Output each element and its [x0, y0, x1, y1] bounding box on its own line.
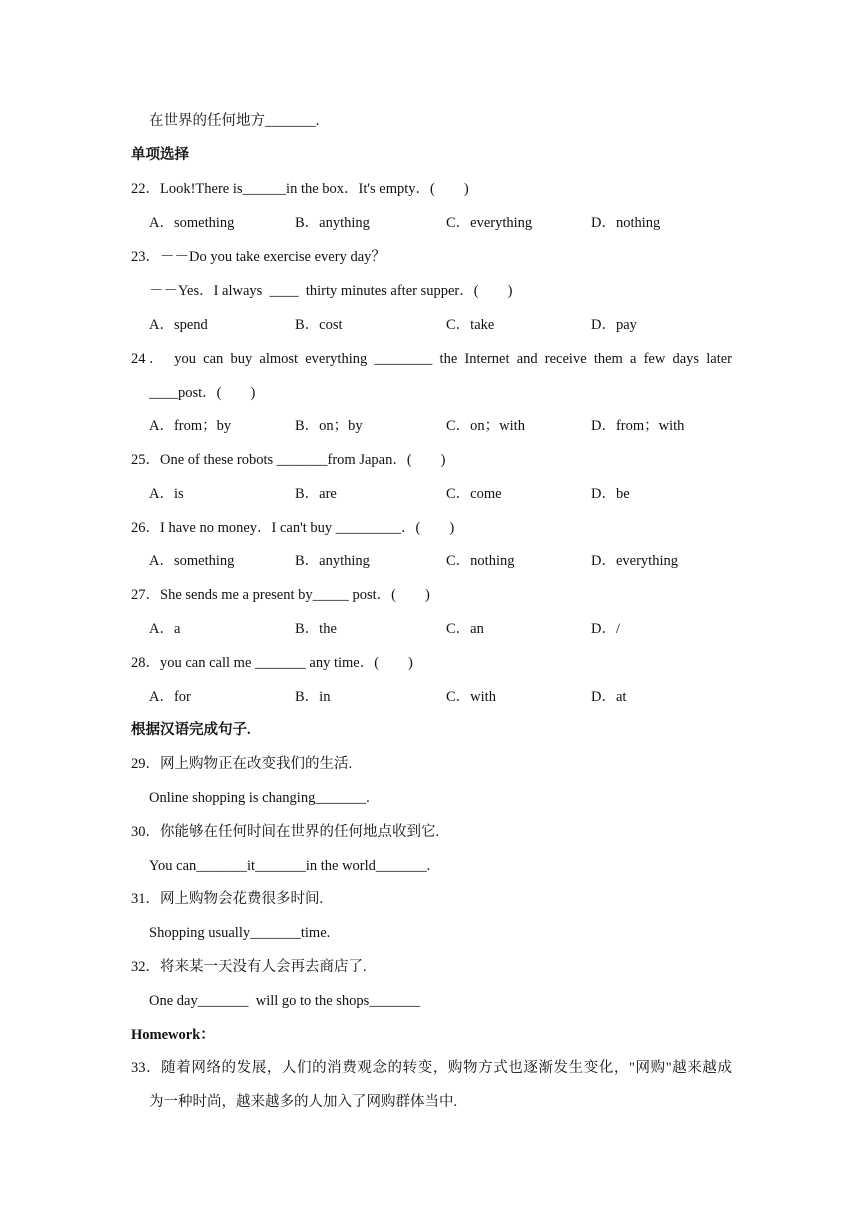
- q23-option-c: C．take: [446, 317, 495, 333]
- q22-option-c: C．everything: [446, 215, 533, 231]
- q27-option-b: B．the: [295, 621, 337, 637]
- q22-option-b: B．anything: [295, 215, 370, 231]
- q26-option-d: D．everything: [591, 553, 678, 569]
- section-single-choice: 单项选择: [131, 147, 189, 163]
- question-23-stem: 23．－－Do you take exercise every day？: [131, 249, 386, 265]
- q28-option-a: A．for: [149, 689, 191, 705]
- q25-option-d: D．be: [591, 486, 630, 502]
- q28-option-b: B．in: [295, 689, 331, 705]
- q22-option-d: D．nothing: [591, 215, 661, 231]
- q24-option-c: C．on；with: [446, 418, 525, 434]
- q23-option-a: A．spend: [149, 317, 208, 333]
- q23-option-d: D．pay: [591, 317, 637, 333]
- q26-option-b: B．anything: [295, 553, 370, 569]
- homework-line-1: 33．随着网络的发展，人们的消费观念的转变，购物方式也逐渐发生变化，"网购"越来越成: [131, 1060, 732, 1076]
- question-24-stem-2: ____post．( ): [149, 385, 256, 401]
- intro-line: 在世界的任何地方_______.: [149, 113, 320, 129]
- q27-option-c: C．an: [446, 621, 484, 637]
- question-25-stem: 25．One of these robots _______from Japan．( ): [131, 452, 446, 468]
- q27-option-a: A．a: [149, 621, 181, 637]
- q25-option-b: B．are: [295, 486, 337, 502]
- q26-option-a: A．something: [149, 553, 235, 569]
- section-translate: 根据汉语完成句子.: [131, 722, 251, 738]
- section-homework: Homework：: [131, 1027, 215, 1043]
- sentence-31-cn: 31．网上购物会花费很多时间.: [131, 891, 324, 907]
- q23-option-b: B．cost: [295, 317, 343, 333]
- q25-option-a: A．is: [149, 486, 184, 502]
- sentence-29-cn: 29．网上购物正在改变我们的生活.: [131, 756, 353, 772]
- q24-option-a: A．from；by: [149, 418, 232, 434]
- q27-option-d: D．/: [591, 621, 620, 637]
- question-23-stem-2: －－Yes．I always ____ thirty minutes after supper．( ): [149, 283, 513, 299]
- sentence-31-en: Shopping usually_______time.: [149, 925, 331, 941]
- question-27-stem: 27．She sends me a present by_____ post．( ): [131, 587, 430, 603]
- q22-option-a: A．something: [149, 215, 235, 231]
- sentence-32-cn: 32．将来某一天没有人会再去商店了.: [131, 959, 367, 975]
- question-26-stem: 26．I have no money．I can't buy _________．( ): [131, 520, 455, 536]
- q24-option-d: D．from；with: [591, 418, 685, 434]
- q26-option-c: C．nothing: [446, 553, 515, 569]
- homework-line-2: 为一种时尚，越来越多的人加入了网购群体当中.: [149, 1094, 458, 1110]
- q24-option-b: B．on；by: [295, 418, 363, 434]
- sentence-30-cn: 30．你能够在任何时间在世界的任何地点收到它.: [131, 824, 440, 840]
- question-24-stem: 24． you can buy almost everything ________ the Internet and receive them a few days later: [131, 351, 732, 367]
- q25-option-c: C．come: [446, 486, 502, 502]
- question-28-stem: 28．you can call me _______ any time．( ): [131, 655, 413, 671]
- sentence-32-en: One day_______ will go to the shops_______: [149, 993, 421, 1009]
- q28-option-c: C．with: [446, 689, 496, 705]
- sentence-29-en: Online shopping is changing_______.: [149, 790, 370, 806]
- q28-option-d: D．at: [591, 689, 627, 705]
- question-22-stem: 22．Look!There is______in the box．It's empty．( ): [131, 181, 469, 197]
- sentence-30-en: You can_______it_______in the world_______.: [149, 858, 431, 874]
